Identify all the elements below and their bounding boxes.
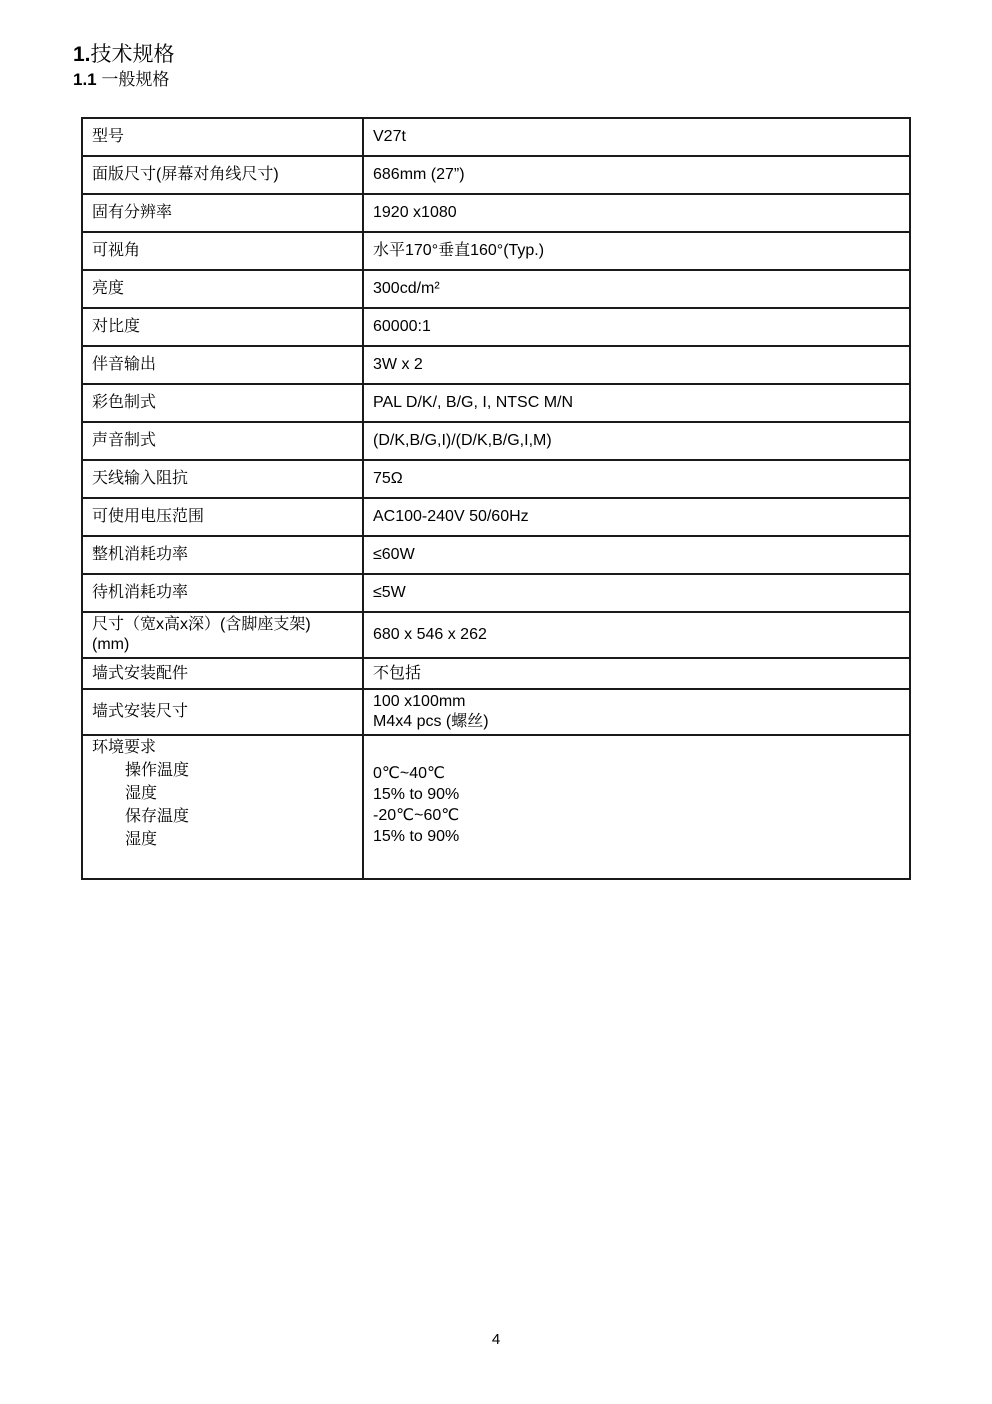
- spec-label: 面版尺寸(屏幕对角线尺寸): [82, 156, 363, 194]
- env-item-value: 15% to 90%: [373, 828, 460, 845]
- spec-label-line2: (mm): [92, 636, 130, 653]
- spec-value: 3W x 2: [363, 346, 910, 384]
- spec-label: 伴音输出: [82, 346, 363, 384]
- table-row: [82, 156, 910, 194]
- spec-value: 75Ω: [363, 460, 910, 498]
- spec-label: 声音制式: [82, 422, 363, 460]
- spec-value: [363, 689, 910, 735]
- spec-label: 固有分辨率: [82, 194, 363, 232]
- table-row: [82, 308, 910, 346]
- env-item-label: 湿度: [125, 785, 158, 802]
- spec-value: 水平170°垂直160°(Typ.): [363, 232, 910, 270]
- table-row: [82, 574, 910, 612]
- spec-value: 60000:1: [363, 308, 910, 346]
- table-row: [82, 346, 910, 384]
- spec-label: 型号: [82, 118, 363, 156]
- subsection-number: 1.1: [73, 70, 97, 89]
- spec-label: 可使用电压范围: [82, 498, 363, 536]
- table-row: [82, 384, 910, 422]
- spec-value: 1920 x1080: [363, 194, 910, 232]
- env-item-label: 保存温度: [125, 808, 190, 825]
- environment-labels: [82, 735, 363, 879]
- spec-table: [81, 117, 911, 880]
- spec-label: 亮度: [82, 270, 363, 308]
- table-row: [82, 658, 910, 689]
- section-heading: [73, 42, 175, 68]
- spec-label: 彩色制式: [82, 384, 363, 422]
- table-row: [82, 689, 910, 735]
- spec-label: 天线输入阻抗: [82, 460, 363, 498]
- spec-value: 680 x 546 x 262: [363, 612, 910, 658]
- spec-label: 墙式安装尺寸: [82, 689, 363, 735]
- spec-value: AC100-240V 50/60Hz: [363, 498, 910, 536]
- spec-label-line1: 尺寸（宽x高x深）(含脚座支架): [92, 616, 311, 633]
- env-item-label: 操作温度: [125, 762, 190, 779]
- spec-value: PAL D/K/, B/G, I, NTSC M/N: [363, 384, 910, 422]
- env-item-value: -20℃~60℃: [373, 807, 460, 824]
- page-number: 4: [491, 1331, 501, 1348]
- table-row: [82, 536, 910, 574]
- env-item-label: 湿度: [125, 831, 158, 848]
- table-row: [82, 118, 910, 156]
- env-item-value: 15% to 90%: [373, 786, 460, 803]
- env-item-value: 0℃~40℃: [373, 765, 445, 782]
- environment-label: 环境要求: [92, 739, 157, 756]
- subsection-heading: [73, 69, 169, 91]
- table-row: [82, 498, 910, 536]
- spec-value: ≤60W: [363, 536, 910, 574]
- table-row: [82, 232, 910, 270]
- spec-label: 可视角: [82, 232, 363, 270]
- spec-value-line2: M4x4 pcs (螺丝): [373, 713, 489, 730]
- spec-value: (D/K,B/G,I)/(D/K,B/G,I,M): [363, 422, 910, 460]
- section-title: 技术规格: [90, 43, 175, 66]
- table-row: [82, 612, 910, 658]
- table-row: [82, 735, 910, 879]
- spec-label: 整机消耗功率: [82, 536, 363, 574]
- environment-values: [363, 735, 910, 879]
- spec-value: 686mm (27”): [363, 156, 910, 194]
- spec-value-line1: 100 x100mm: [373, 693, 466, 710]
- spec-label: 对比度: [82, 308, 363, 346]
- spec-label: 待机消耗功率: [82, 574, 363, 612]
- table-row: [82, 460, 910, 498]
- spec-label: [82, 612, 363, 658]
- spec-value: V27t: [363, 118, 910, 156]
- section-number: 1.: [73, 43, 91, 66]
- table-row: [82, 194, 910, 232]
- spec-value: ≤5W: [363, 574, 910, 612]
- table-row: [82, 422, 910, 460]
- spec-value: 300cd/m²: [363, 270, 910, 308]
- subsection-title: 一般规格: [96, 70, 170, 89]
- spec-label: 墙式安装配件: [82, 658, 363, 689]
- spec-value: 不包括: [363, 658, 910, 689]
- table-row: [82, 270, 910, 308]
